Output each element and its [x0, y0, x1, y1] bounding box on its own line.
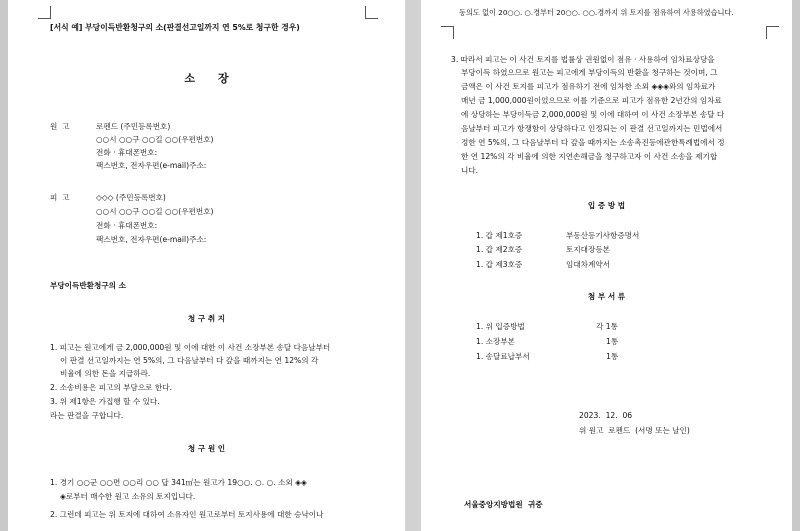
plaintiff-phone: 전화 · 휴대폰번호:	[96, 148, 158, 157]
claim-line: 이 판결 선고일까지는 연 5%의, 그 다음날부터 다 갚을 때까지는 연 12%의 각	[60, 356, 319, 365]
attach-heading: 첨 부 서 류	[587, 292, 626, 301]
page-gap	[405, 0, 421, 531]
para3-line: 한 연 12%의 각 비율에 의한 지연손해금을 청구하고자 이 사건 소송을 제기합	[461, 152, 718, 161]
evidence-name: 부동산등기사항증명서	[566, 231, 640, 240]
defendant-fax: 팩스번호, 전자우편(e-mail)주소:	[96, 235, 207, 244]
attach-count: 1통	[606, 352, 619, 361]
continued-line: 동의도 없이 20○○. ○.경부터 20○○. ○○.경까지 위 토지를 점유하여 사용하였습니다.	[459, 8, 734, 17]
defendant-address: ○○시 ○○구 ○○길 ○○(우편번호)	[96, 207, 214, 216]
crop-mark	[365, 6, 378, 19]
evidence-no: 1. 갑 제2호증	[476, 245, 523, 254]
evidence-no: 1. 갑 제3호증	[476, 260, 523, 269]
attach-count: 각 1통	[596, 322, 618, 331]
para3-line: 정한 연 5%의, 그 다음날부터 다 갚을 때까지는 소송촉진등에관한특례법에서 정	[461, 138, 725, 147]
attach-name: 1. 소장부본	[476, 337, 516, 346]
attach-name: 1. 위 입증방법	[476, 322, 525, 331]
plaintiff-address: ○○시 ○○구 ○○길 ○○(우편번호)	[96, 135, 214, 144]
claim-line: 1. 피고는 원고에게 금 2,000,000원 및 이에 대한 이 사건 소장부본 송달 다음날부터	[50, 343, 331, 352]
cause-line: 2. 그런데 피고는 위 토지에 대하여 소유자인 원고로부터 토지사용에 대한 승낙이나	[50, 510, 324, 519]
crop-mark	[38, 6, 51, 19]
right-page	[421, 0, 792, 531]
evidence-heading: 입 증 방 법	[587, 201, 626, 210]
claim-line: 2. 소송비용은 피고의 부담으로 한다.	[50, 383, 173, 392]
defendant-role: 피 고	[50, 193, 70, 202]
claim-line: 라는 판결을 구합니다.	[50, 411, 124, 420]
para3-line: 니다.	[461, 166, 479, 175]
defendant-phone: 전화 · 휴대폰번호:	[96, 221, 158, 230]
plaintiff-name: 로펜드 (주민등록번호)	[96, 122, 171, 131]
para3-line: 3. 따라서 피고는 이 사건 토지를 법률상 권원없이 점유 · 사용하여 임차료상당을	[451, 55, 715, 64]
evidence-no: 1. 갑 제1호증	[476, 231, 523, 240]
attach-count: 1통	[606, 337, 619, 346]
para3-line: 음날부터 피고가 항쟁함이 상당하다고 인정되는 이 판결 선고일까지는 민법에서	[461, 124, 723, 133]
claim-line: 비율에 의한 돈을 지급하라.	[60, 369, 151, 378]
crop-mark	[766, 26, 779, 39]
doc-title: 소 장	[184, 72, 229, 85]
case-name: 부당이득반환청구의 소	[50, 281, 126, 290]
defendant-name: ◇◇◇ (주민등록번호)	[96, 193, 166, 202]
para3-line: 부당이득 하였으므로 원고는 피고에게 부당이득의 반환을 청구하는 것이며, 그	[461, 68, 718, 77]
claim-heading: 청 구 취 지	[187, 314, 226, 323]
court-name: 서울중앙지방법원 귀중	[464, 500, 543, 509]
para3-line: 매년 금 1,000,000원이었으므로 이를 기준으로 피고가 점유한 2년간의 임차료	[461, 96, 722, 105]
plaintiff-role: 원 고	[50, 122, 70, 131]
left-page	[8, 0, 405, 531]
signature-line: 위 원고 로펜드 (서명 또는 날인)	[579, 426, 690, 435]
crop-mark	[441, 26, 454, 39]
cause-heading: 청 구 원 인	[187, 444, 226, 453]
cause-line: 1. 경기 ○○군 ○○면 ○○리 ○○ 답 341㎡는 원고가 19○○. ○. ○. 소외 ◈◈	[50, 478, 307, 487]
evidence-name: 임대차계약서	[566, 260, 611, 269]
para3-line: 에 상당하는 부당이득금 2,000,000원 및 이에 대하여 이 사건 소장부본 송달 다	[461, 110, 725, 119]
attach-name: 1. 송달료납부서	[476, 352, 530, 361]
cause-line: ◈로부터 매수한 원고 소유의 토지입니다.	[60, 492, 196, 501]
para3-line: 금액은 이 사건 토지를 피고가 점유하기 전에 임차한 소외 ◈◈◈와의 임차료가	[461, 82, 716, 91]
form-title: [서식 예] 부당이득반환청구의 소(판결선고일까지 연 5%로 청구한 경우)	[50, 23, 300, 32]
evidence-name: 토지대장등본	[566, 245, 611, 254]
claim-line: 3. 위 제1항은 가집행 할 수 있다.	[50, 397, 160, 406]
plaintiff-fax: 팩스번호, 전자우편(e-mail)주소:	[96, 161, 207, 170]
filing-date: 2023. 12. 06	[579, 411, 633, 420]
